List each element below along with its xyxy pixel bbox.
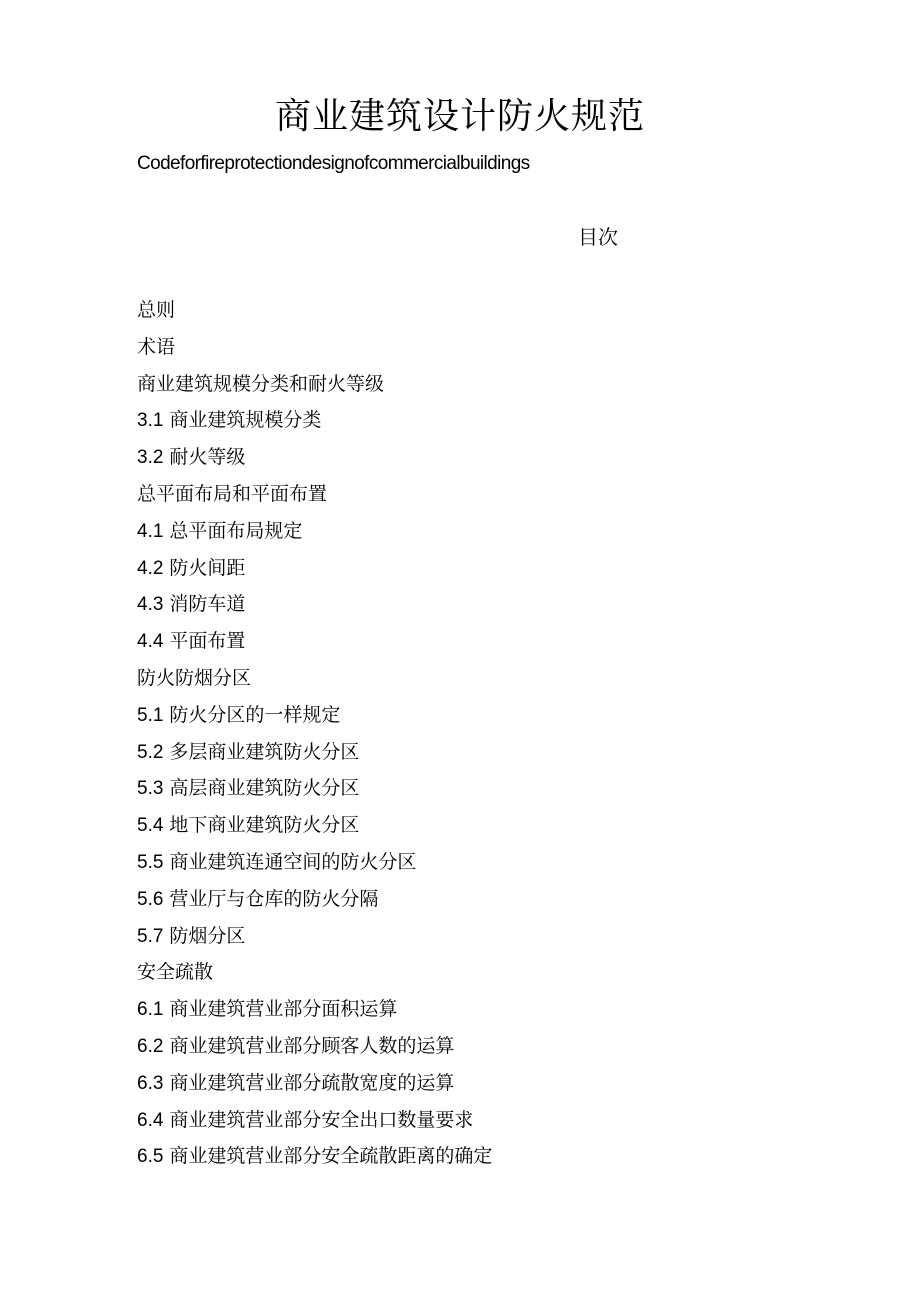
toc-entry-text: 商业建筑营业部分面积运算	[169, 998, 398, 1021]
toc-entry	[137, 738, 492, 775]
toc-entry-number: 6.3	[137, 1072, 164, 1094]
toc-entry	[137, 480, 492, 517]
toc-entry	[137, 885, 492, 922]
toc-entry	[137, 554, 492, 591]
toc-entry-number: 5.3	[137, 778, 164, 800]
toc-entry	[137, 1106, 492, 1143]
toc-entry	[137, 443, 492, 480]
toc-entry	[137, 958, 492, 995]
toc-entry-text: 耐火等级	[169, 446, 246, 469]
toc-entry	[137, 774, 492, 811]
toc-entry	[137, 1142, 492, 1179]
toc-entry-text: 防火防烟分区	[137, 666, 252, 689]
document-subtitle: Codeforfireprotectiondesignofcommercialbuildings	[137, 153, 530, 174]
toc-entry	[137, 701, 492, 738]
toc-entry-number: 5.5	[137, 851, 164, 873]
toc-entry	[137, 811, 492, 848]
toc-entry-number: 5.6	[137, 888, 164, 910]
toc-entry	[137, 922, 492, 959]
toc-entry-text: 多层商业建筑防火分区	[169, 740, 360, 763]
toc-entry-number: 5.1	[137, 704, 164, 726]
toc-entry	[137, 296, 492, 333]
toc-entry-text: 商业建筑营业部分疏散宽度的运算	[169, 1071, 455, 1094]
toc-entry-number: 4.1	[137, 520, 164, 542]
toc-entry	[137, 517, 492, 554]
toc-entry-text: 商业建筑规模分类和耐火等级	[137, 372, 385, 395]
toc-entry-number: 3.1	[137, 410, 164, 432]
toc-entry-text: 商业建筑营业部分安全出口数量要求	[169, 1108, 474, 1131]
toc-entry-number: 4.3	[137, 594, 164, 616]
toc-entry	[137, 1032, 492, 1069]
toc-entry-number: 4.2	[137, 557, 164, 579]
toc-entry-number: 6.5	[137, 1146, 164, 1168]
toc-entry-text: 术语	[137, 335, 176, 358]
toc-entry-number: 5.7	[137, 925, 164, 947]
toc-entry-text: 总则	[137, 299, 176, 321]
toc-entry-number: 4.4	[137, 631, 164, 653]
toc-entry-text: 商业建筑规模分类	[169, 409, 322, 432]
toc-entry-number: 6.4	[137, 1109, 164, 1131]
toc-entry-number: 3.2	[137, 447, 164, 469]
toc-entry-text: 消防车道	[169, 593, 246, 616]
toc-entry-number: 6.1	[137, 999, 164, 1021]
toc-heading: 目次	[578, 225, 618, 249]
toc-entry	[137, 1069, 492, 1106]
toc-entry	[137, 848, 492, 885]
toc-entry-text: 总平面布局规定	[169, 519, 303, 542]
toc-entry	[137, 995, 492, 1032]
toc-entry-text: 高层商业建筑防火分区	[169, 777, 360, 800]
table-of-contents	[137, 296, 492, 1179]
toc-entry-text: 营业厅与仓库的防火分隔	[169, 887, 379, 910]
toc-entry-number: 5.2	[137, 741, 164, 763]
toc-entry-text: 防火分区的一样规定	[169, 703, 341, 726]
toc-entry	[137, 627, 492, 664]
toc-entry	[137, 333, 492, 370]
toc-entry-number: 6.2	[137, 1035, 164, 1057]
toc-entry-text: 平面布置	[169, 630, 246, 653]
toc-entry-text: 商业建筑连通空间的防火分区	[169, 850, 417, 873]
toc-entry-text: 防烟分区	[169, 924, 246, 947]
toc-entry	[137, 590, 492, 627]
toc-entry-text: 商业建筑营业部分安全疏散距离的确定	[169, 1145, 493, 1168]
toc-entry-text: 安全疏散	[137, 961, 214, 984]
toc-entry-text: 总平面布局和平面布置	[137, 482, 328, 505]
toc-entry-text: 地下商业建筑防火分区	[169, 814, 360, 837]
toc-entry	[137, 664, 492, 701]
toc-entry-text: 商业建筑营业部分顾客人数的运算	[169, 1034, 455, 1057]
toc-entry-number: 5.4	[137, 815, 164, 837]
toc-entry-text: 防火间距	[169, 556, 246, 579]
document-title: 商业建筑设计防火规范	[274, 96, 645, 137]
toc-entry	[137, 370, 492, 407]
toc-entry	[137, 406, 492, 443]
